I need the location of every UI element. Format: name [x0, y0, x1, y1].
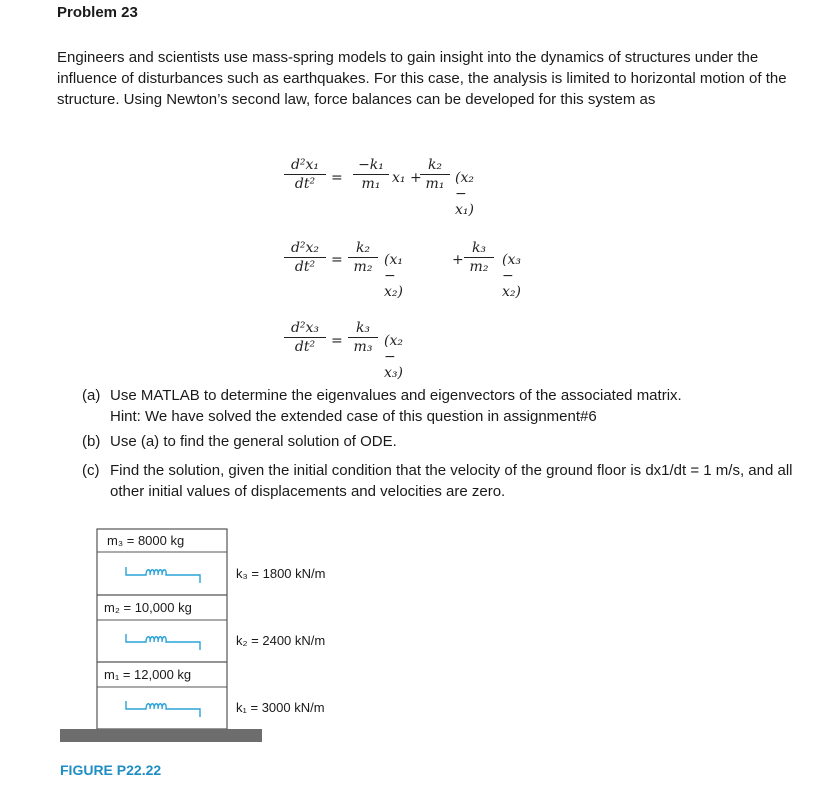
- eq2-lhs-num: d²x₂: [290, 240, 320, 256]
- spring-2-label: k₂ = 2400 kN/m: [236, 633, 326, 648]
- eq2-t1-var: (x₁ − x₂): [384, 252, 403, 300]
- eq3-t1-num: k₃: [355, 320, 371, 336]
- eq1-t2-var: (x₂ − x₁): [455, 170, 474, 218]
- eq3-t1-var: (x₂ − x₃): [384, 333, 403, 381]
- eq3-t1-den: m₃: [353, 339, 373, 355]
- part-b-text: Use (a) to find the general solution of ODE.: [110, 433, 397, 450]
- eq2-equals: =: [331, 252, 343, 268]
- problem-title: Problem 23: [57, 4, 138, 21]
- building-outline: [97, 529, 227, 729]
- ground-block: [60, 729, 262, 742]
- spring-3-label: k₃ = 1800 kN/m: [236, 566, 326, 581]
- eq2-t2-den: m₂: [469, 259, 489, 275]
- spring-2: [126, 634, 200, 650]
- eq3-equals: =: [331, 333, 343, 349]
- eq1-lhs-num: d²x₁: [290, 157, 320, 173]
- eq1-t2-num: k₂: [427, 157, 443, 173]
- eq1-lhs-den: dt²: [294, 176, 316, 192]
- eq1-t1-den: m₁: [361, 176, 381, 192]
- spring-1-label: k₁ = 3000 kN/m: [236, 700, 325, 715]
- mass-3-label: m₃ = 8000 kg: [107, 533, 185, 548]
- part-a-text: Use MATLAB to determine the eigenvalues and eigenvectors of the associated matrix.: [110, 387, 682, 404]
- eq2-t2-var: (x₃ − x₂): [502, 252, 521, 300]
- part-a-hint-text: Hint: We have solved the extended case of this question in assignment#6: [110, 408, 597, 425]
- eq1-t2-den: m₁: [425, 176, 445, 192]
- eq2-t2-num: k₃: [471, 240, 487, 256]
- eq2-t1-den: m₂: [353, 259, 373, 275]
- mass-1-label: m₁ = 12,000 kg: [104, 667, 192, 682]
- eq1-plus: +: [410, 170, 422, 186]
- eq3-lhs-num: d²x₃: [290, 320, 320, 336]
- eq1-t1-num: −k₁: [358, 157, 384, 173]
- part-a-label: (a): [82, 387, 101, 404]
- eq2-t1-num: k₂: [355, 240, 371, 256]
- spring-1: [126, 701, 200, 717]
- part-c-label: (c): [82, 462, 100, 479]
- eq2-lhs-den: dt²: [294, 259, 316, 275]
- part-c-text: Find the solution, given the initial condition that the velocity of the ground floor is dx1/dt = 1 m/s, and all other initial values of displacements and velocities are zero.: [110, 462, 793, 500]
- mass-2-label: m₂ = 10,000 kg: [104, 600, 192, 615]
- eq1-equals: =: [331, 170, 343, 186]
- eq3-lhs-den: dt²: [294, 339, 316, 355]
- eq1-t1-var: x₁: [392, 170, 406, 186]
- figure-caption: FIGURE P22.22: [60, 762, 162, 778]
- problem-intro: Engineers and scientists use mass-spring models to gain insight into the dynamics of structures under the influence of disturbances such as earthquakes. For this case, the analysis is limited to horizontal motion of the structure. Using Newton’s second law, force balances can be developed for this system as: [57, 49, 787, 108]
- part-b-label: (b): [82, 433, 101, 450]
- eq2-plus: +: [452, 252, 464, 268]
- spring-3: [126, 567, 200, 583]
